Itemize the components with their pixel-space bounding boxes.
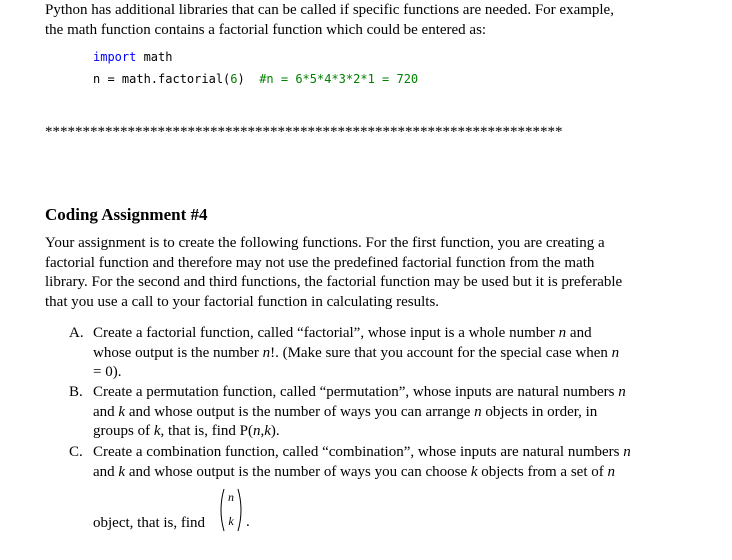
var-k: k (118, 403, 126, 420)
var-n: n (474, 403, 482, 420)
item-b-text: groups of (93, 423, 154, 439)
item-c-line-2 (93, 463, 615, 483)
assignment-paragraph (45, 234, 705, 312)
code-argument: 6 (230, 72, 238, 86)
intro-paragraph (45, 1, 705, 40)
item-a-line-2 (93, 344, 619, 364)
item-a-text: and (566, 325, 592, 341)
intro-line-1: Python has additional libraries that can be called if specific functions are needed. For example, (45, 2, 614, 18)
assignment-line-1: Your assignment is to create the following functions. For the first function, you are creating a (45, 235, 605, 251)
item-c-line-1 (93, 443, 631, 463)
code-import-module: math (136, 50, 173, 64)
code-line-factorial (93, 72, 418, 86)
binomial-coefficient (217, 487, 245, 533)
list-letter-c: C. (69, 444, 83, 460)
item-c-text: object, that is, find (93, 515, 206, 531)
binom-bottom-k: k (228, 514, 234, 528)
item-a-text: whose output is the number (93, 344, 263, 361)
item-c-text: and (93, 463, 119, 480)
item-b-line-2 (93, 403, 597, 423)
item-c-text: objects from a set of (477, 463, 608, 480)
var-n: n (607, 463, 615, 480)
code-comment: #n = 6*5*4*3*2*1 = 720 (259, 72, 419, 86)
assignment-line-4: that you use a call to your factorial function in calculating results. (45, 293, 440, 310)
list-letter-a: A. (69, 325, 84, 341)
intro-line-2: the math function contains a factorial function which could be entered as: (45, 21, 487, 38)
binom-left-paren (221, 489, 224, 531)
binom-right-paren (238, 489, 241, 531)
item-c-end-period: . (246, 514, 250, 530)
code-assignment: n = math.factorial( (93, 72, 231, 86)
var-k: k (118, 463, 126, 480)
item-a-line-3: = 0). (93, 364, 122, 380)
item-b-text: , that is, find P( (160, 423, 253, 439)
var-k: k (153, 423, 161, 439)
item-c-text: and whose output is the number of ways you can choose (125, 463, 471, 480)
item-b-text: and (93, 403, 119, 420)
separator-line: ********************************************************************* (45, 124, 563, 140)
item-c-line-3 (93, 514, 205, 534)
item-b-line-3 (93, 422, 280, 442)
var-n: n (611, 344, 620, 361)
item-b-line-1 (93, 383, 626, 403)
item-c-text: Create a combination function, called “combination”, whose inputs are natural numbers (93, 444, 624, 460)
assignment-line-3: library. For the second and third functions, the factorial function may be used but it is preferable (45, 274, 623, 290)
assignment-heading: Coding Assignment #4 (45, 205, 208, 224)
var-n: n (623, 444, 631, 460)
item-b-text: and whose output is the number of ways you can arrange (125, 403, 475, 420)
var-n: n (558, 325, 567, 341)
item-a-text: !. (Make sure that you account for the special case when (270, 344, 612, 361)
var-k: k (264, 423, 271, 439)
var-k: k (470, 463, 478, 480)
item-b-text: objects in order, in (481, 403, 598, 420)
assignment-line-2: factorial function and therefore may not use the predefined factorial function from the math (45, 254, 595, 271)
var-n: n (253, 423, 261, 439)
var-n: n (262, 344, 271, 361)
var-n: n (618, 384, 626, 400)
item-a-text: Create a factorial function, called “factorial”, whose input is a whole number (93, 325, 559, 341)
code-keyword-import: import (93, 50, 137, 64)
item-b-text: , (260, 423, 265, 439)
item-b-text: ). (270, 423, 280, 439)
binom-top-n: n (228, 490, 234, 504)
item-b-text: Create a permutation function, called “permutation”, whose inputs are natural numbers (93, 384, 619, 400)
code-line-import (93, 50, 172, 64)
item-a-line-1 (93, 324, 592, 344)
list-letter-b: B. (69, 384, 83, 400)
code-close-paren: ) (237, 72, 260, 86)
